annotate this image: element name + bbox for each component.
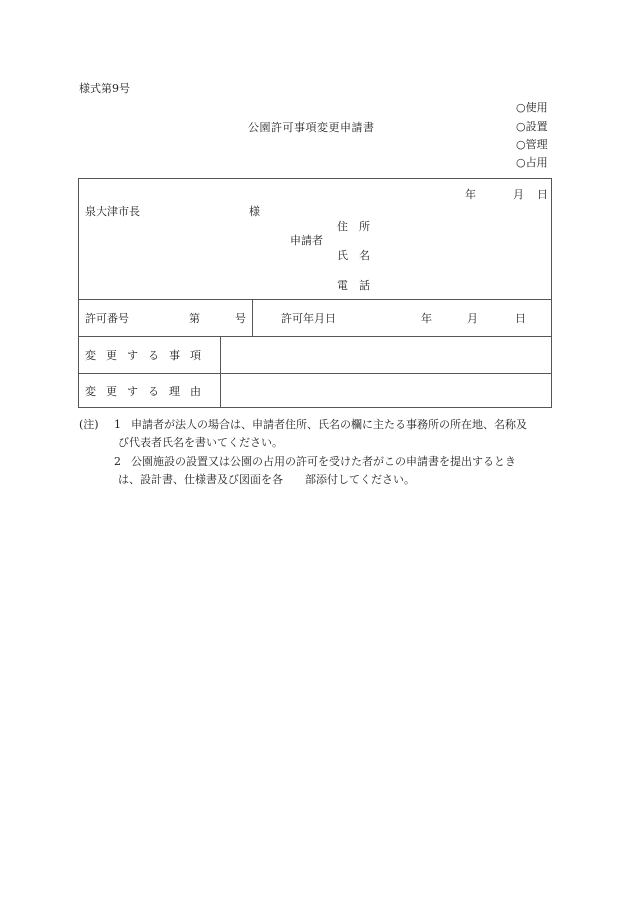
change-reason-label: 変更する理由 xyxy=(85,385,211,398)
radio-circle-icon: ○ xyxy=(516,156,526,169)
addressee: 泉大津市長 xyxy=(85,205,140,218)
date-year-label: 年 xyxy=(465,188,476,201)
purpose-label: 管理 xyxy=(525,138,548,151)
permit-date-year: 年 xyxy=(421,312,432,325)
change-matter-label: 変更する事項 xyxy=(85,349,211,362)
purpose-label: 設置 xyxy=(525,120,548,133)
radio-circle-icon: ○ xyxy=(516,138,526,151)
note-2-line2: は、設計書、仕様書及び図面を各 部添付してください。 xyxy=(118,473,415,486)
document-title: 公園許可事項変更申請書 xyxy=(248,121,375,134)
permit-number-label: 許可番号 xyxy=(85,312,129,325)
permit-number-dai: 第 xyxy=(189,312,200,325)
radio-circle-icon: ○ xyxy=(516,120,526,133)
change-reason-field[interactable] xyxy=(223,374,551,407)
purpose-label: 占用 xyxy=(525,156,548,169)
note-1-line1: 申請者が法人の場合は、申請者住所、氏名の欄に主たる事務所の所在地、名称及 xyxy=(131,418,527,431)
permit-number-go: 号 xyxy=(235,312,246,325)
purpose-option-use[interactable] xyxy=(516,102,548,113)
permit-date-month: 月 xyxy=(467,312,478,325)
date-day-label: 日 xyxy=(537,188,548,201)
radio-circle-icon: ○ xyxy=(516,101,526,114)
notes-prefix: (注) xyxy=(79,418,99,431)
applicant-label: 申請者 xyxy=(290,234,323,247)
permit-date-day: 日 xyxy=(515,312,526,325)
application-form-table xyxy=(78,178,552,408)
purpose-option-manage[interactable] xyxy=(516,139,548,150)
address-label: 住 所 xyxy=(337,220,370,233)
date-month-label: 月 xyxy=(513,188,524,201)
divider xyxy=(79,299,551,300)
purpose-option-install[interactable] xyxy=(516,121,548,132)
note-2-line1: 公園施設の設置又は公園の占用の許可を受けた者がこの申請書を提出するとき xyxy=(131,455,516,468)
note-1-number: 1 xyxy=(114,418,121,431)
permit-date-label: 許可年月日 xyxy=(281,312,336,325)
phone-label: 電 話 xyxy=(337,279,370,292)
purpose-label: 使用 xyxy=(525,101,548,114)
honorific: 様 xyxy=(249,205,260,218)
note-2-number: 2 xyxy=(114,455,121,468)
change-matter-field[interactable] xyxy=(223,337,551,372)
form-number: 様式第9号 xyxy=(79,82,130,95)
divider xyxy=(252,299,253,336)
note-1-line2: び代表者氏名を書いてください。 xyxy=(118,436,283,449)
purpose-option-occupy[interactable] xyxy=(516,157,548,168)
name-label: 氏 名 xyxy=(337,249,370,262)
divider xyxy=(220,336,221,408)
